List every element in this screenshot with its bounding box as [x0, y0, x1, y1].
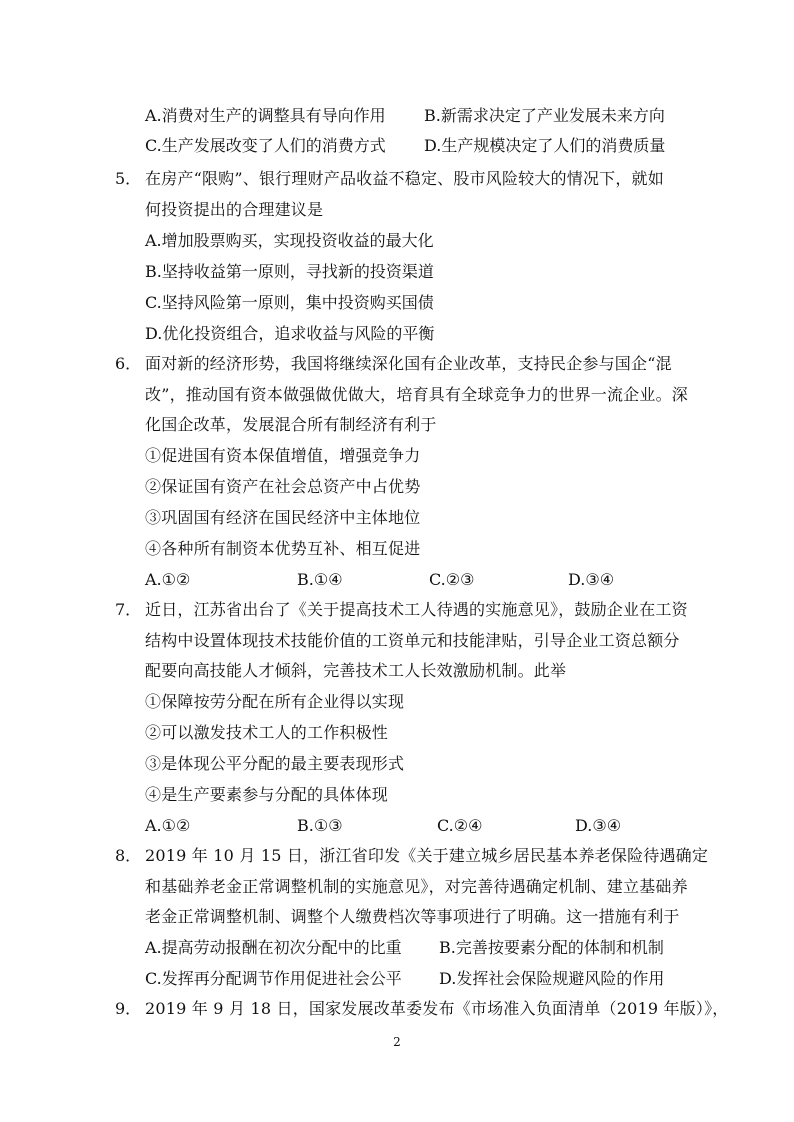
q7-stem-line-1: 近日，江苏省出台了《关于提高技术工人待遇的实施意见》，鼓励企业在工资 [145, 600, 688, 619]
q8-option-c: C.发挥再分配调节作用促进社会公平 [145, 969, 402, 988]
q7-option-b: B.①③ [297, 816, 343, 835]
q7-option-c: C.②④ [437, 816, 483, 835]
q7-item-1: ①保障按劳分配在所有企业得以实现 [145, 692, 405, 711]
q6-option-b: B.①④ [297, 570, 343, 589]
q6-stem-line-2: 改”，推动国有资本做强做优做大，培育具有全球竞争力的世界一流企业。深 [145, 385, 688, 404]
q9-stem-line-1: 2019 年 9 月 18 日，国家发展改革委发布《市场准入负面清单（2019 年版）》， [145, 999, 729, 1018]
q8-option-d: D.发挥社会保险规避风险的作用 [439, 969, 665, 988]
q6-item-3: ③巩固国有经济在国民经济中主体地位 [145, 508, 421, 527]
q6-option-c: C.②③ [429, 570, 475, 589]
q7-item-3: ③是体现公平分配的最主要表现形式 [145, 754, 405, 773]
q6-item-1: ①促进国有资本保值增值，增强竞争力 [145, 446, 421, 465]
q5-number: 5． [115, 169, 142, 188]
q6-option-d: D.③④ [568, 570, 615, 589]
q5-option-a: A.增加股票购买，实现投资收益的最大化 [145, 231, 434, 250]
q5-option-b: B.坚持收益第一原则，寻找新的投资渠道 [145, 262, 434, 281]
q6-option-a: A.①② [145, 570, 191, 589]
q8-stem-line-3: 老金正常调整机制、调整个人缴费档次等事项进行了明确。这一措施有利于 [145, 907, 680, 926]
q7-item-2: ②可以激发技术工人的工作积极性 [145, 723, 389, 742]
page-number: 2 [393, 1035, 401, 1049]
q7-stem-line-2: 结构中设置体现技术技能价值的工资单元和技能津贴，引导企业工资总额分 [145, 631, 680, 650]
q7-item-4: ④是生产要素参与分配的具体体现 [145, 785, 389, 804]
q8-option-b: B.完善按要素分配的体制和机制 [439, 938, 664, 957]
q7-number: 7． [115, 600, 142, 619]
q7-option-a: A.①② [145, 816, 191, 835]
q6-item-2: ②保证国有资产在社会总资产中占优势 [145, 477, 421, 496]
q5-stem-line-1: 在房产“限购”、银行理财产品收益不稳定、股市风险较大的情况下，就如 [145, 169, 664, 188]
q8-stem-line-2: 和基础养老金正常调整机制的实施意见》，对完善待遇确定机制、建立基础养 [145, 877, 688, 896]
q8-stem-line-1: 2019 年 10 月 15 日，浙江省印发《关于建立城乡居民基本养老保险待遇确定 [145, 846, 709, 865]
q6-stem-line-3: 化国企改革，发展混合所有制经济有利于 [145, 415, 437, 434]
q6-item-4: ④各种所有制资本优势互补、相互促进 [145, 539, 421, 558]
q8-number: 8． [115, 846, 142, 865]
q4-option-b: B.新需求决定了产业发展未来方向 [424, 106, 665, 125]
q4-option-c: C.生产发展改变了人们的消费方式 [145, 136, 386, 155]
q6-stem-line-1: 面对新的经济形势，我国将继续深化国有企业改革，支持民企参与国企“混 [145, 354, 672, 373]
q7-option-d: D.③④ [575, 816, 622, 835]
q4-option-a: A.消费对生产的调整具有导向作用 [145, 106, 386, 125]
q5-option-d: D.优化投资组合，追求收益与风险的平衡 [145, 324, 435, 343]
q5-option-c: C.坚持风险第一原则，集中投资购买国债 [145, 293, 434, 312]
q6-number: 6． [115, 354, 142, 373]
q5-stem-line-2: 何投资提出的合理建议是 [145, 200, 324, 219]
q4-option-d: D.生产规模决定了人们的消费质量 [424, 136, 666, 155]
q9-number: 9． [115, 999, 142, 1018]
q7-stem-line-3: 配要向高技能人才倾斜，完善技术工人长效激励机制。此举 [145, 661, 567, 680]
q8-option-a: A.提高劳动报酬在初次分配中的比重 [145, 938, 402, 957]
